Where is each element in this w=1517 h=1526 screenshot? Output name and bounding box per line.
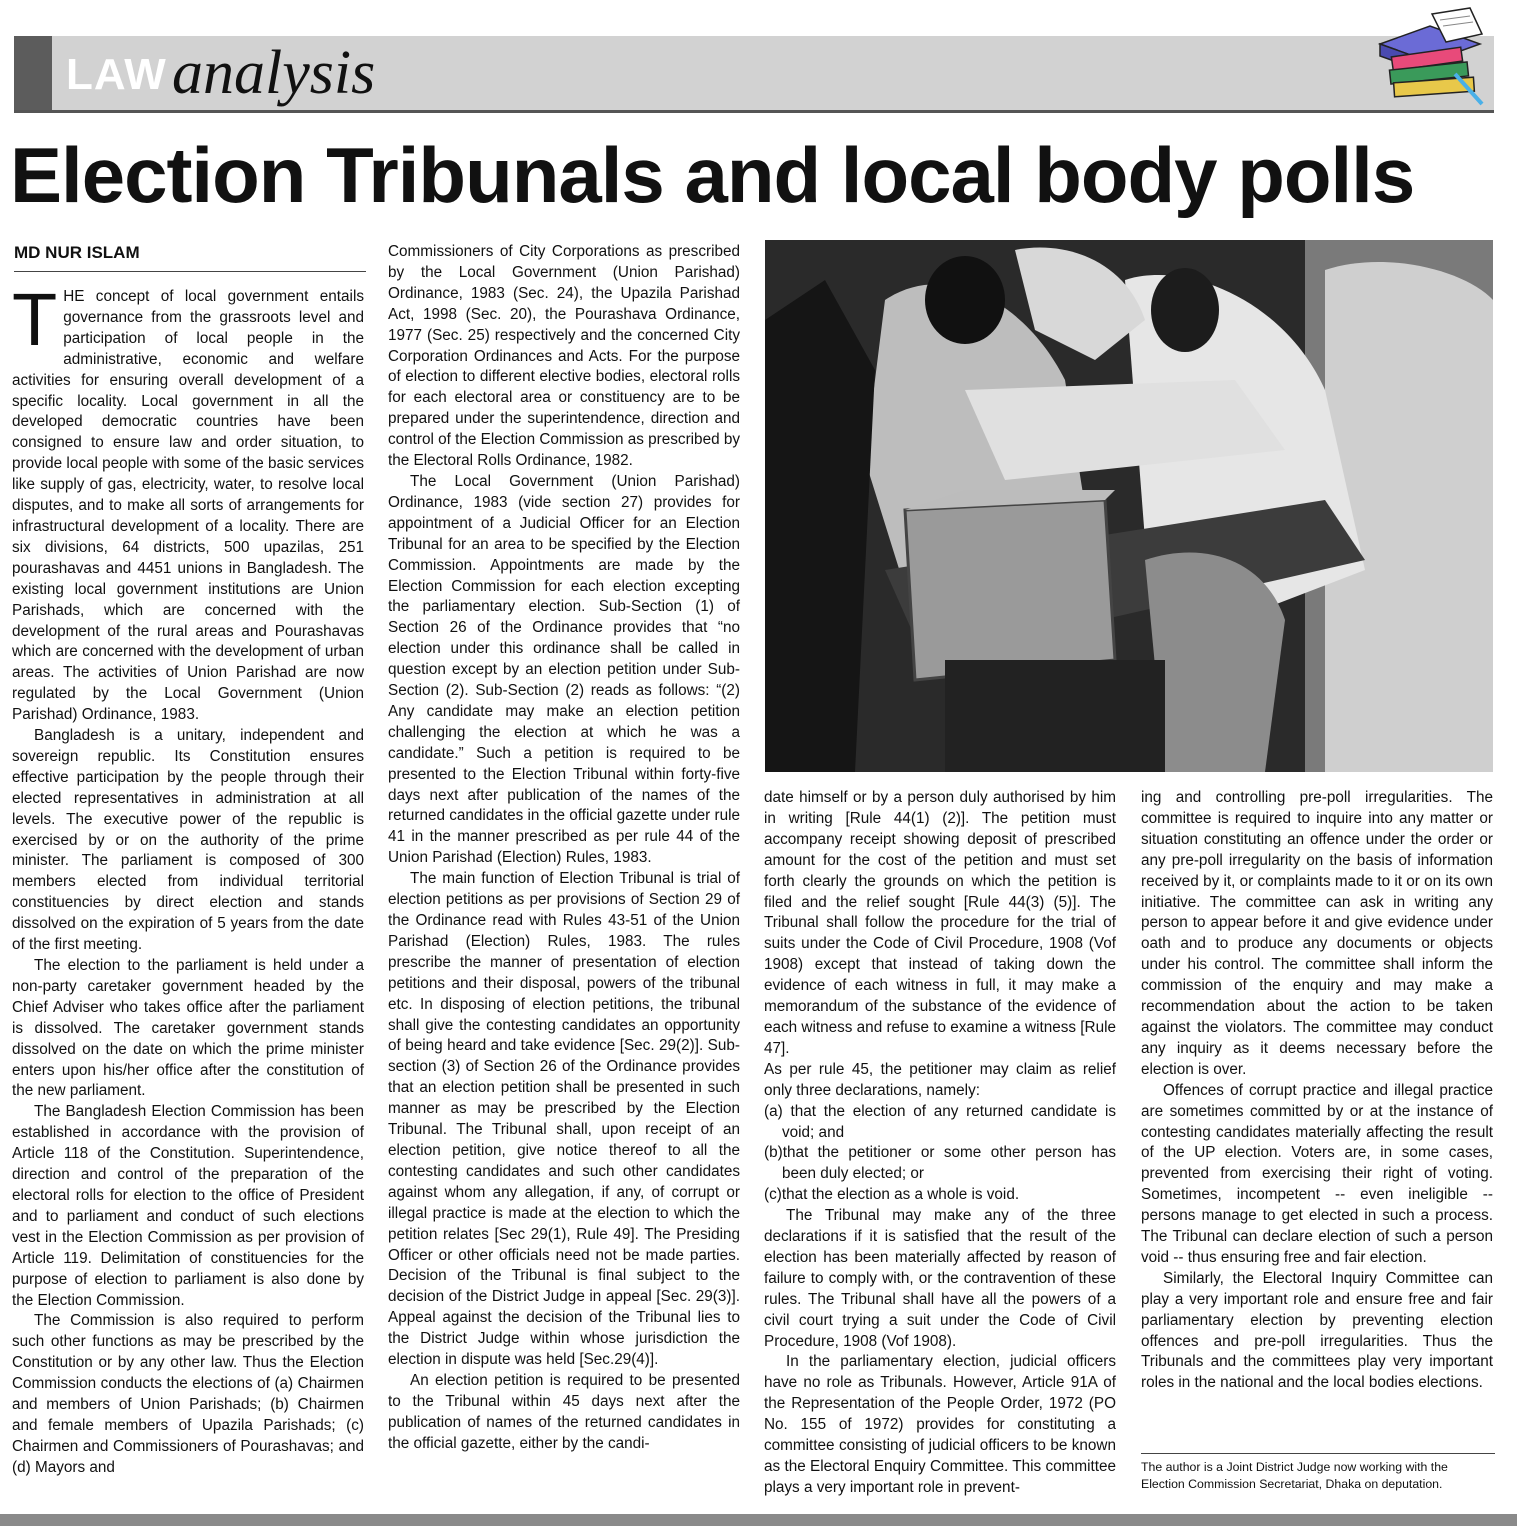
drop-cap: T [12, 278, 58, 361]
section-banner [14, 36, 1494, 110]
section-law-label: LAW [66, 50, 167, 99]
polling-photo [765, 240, 1493, 772]
banner-accent [14, 36, 52, 110]
column-4 [1141, 788, 1493, 1394]
paragraph [12, 278, 365, 726]
list-marker: (c) [764, 1186, 782, 1204]
column-1 [12, 278, 365, 1479]
books-logo-icon [1370, 4, 1490, 109]
banner-rule [14, 110, 1494, 113]
paragraph: Bangladesh is a unitary, independent and sovereign republic. Its Constitution ensures effective participation by the people through their elected representatives in administration at all levels. The executive power of the republic is exercised by or on the authority of the prime minister. The parliament is composed of 300 members elected from individual territorial constituencies by direct election and stands dissolved on the expiration of 5 years from the date of the first meeting. [12, 727, 364, 954]
section-analysis-label: analysis [172, 39, 376, 107]
paragraph: The Bangladesh Election Commission has been established in accordance with the provision of Article 118 of the Constitution. Superintendence, direction and control of the preparation of the electoral rolls for election to the office of President and to parliament and conduct of such elections vest in the Election Commission as per provision of Article 119. Delimitation of constituencies for the purpose of election to parliament is also done by the Election Commission. [12, 1103, 364, 1309]
list-item [764, 1102, 1116, 1144]
paragraph: The Commission is also required to perform such other functions as may be prescribed by the Constitution or by any other law. Thus the Election Commission conducts the elections of (a) Chairmen and members of Union Parishads; (b) Chairmen and female members of Upazila Parishads; (c) Chairmen and Commissioners of Pourashavas; and (d) Mayors and [12, 1312, 364, 1476]
bottom-bar [0, 1514, 1517, 1526]
paragraph: As per rule 45, the petitioner may claim as relief only three declarations, namely: [764, 1060, 1116, 1099]
footnote-rule [1141, 1453, 1495, 1454]
paragraph: In the parliamentary election, judicial officers have no role as Tribunals. However, Article 91A of the Representation of the People Order, 1972 (PO No. 155 of 1972) provides for constituting a committee consisting of judicial officers to be known as the Electoral Enquiry Committee. This committee plays a very important role in prevent- [764, 1353, 1116, 1496]
paragraph: date himself or by a person duly authorised by him in writing [Rule 44(1) (2)]. The petition must accompany receipt showing deposit of prescribed amount for the cost of the petition and must set forth clearly the grounds on which the petition is filed and the relief sought [Rule 44(3) (5)]. The Tribunal shall follow the procedure for the trial of suits under the Code of Civil Procedure, 1908 (Vof 1908) except that instead of taking down the evidence of each witness in full, it may make a memorandum of the substance of the evidence of each witness and refuse to examine a witness [Rule 47]. [764, 789, 1117, 1057]
list-item [764, 1143, 1116, 1185]
paragraph: The Tribunal may make any of the three declarations if it is satisfied that the result of the election has been materially affected by reason of failure to comply with, or the contravention of these rules. The Tribunal shall have all the powers of a civil court trying a suit under the Code of Civil Procedure, 1908 (Vof 1908). [764, 1207, 1116, 1350]
list-item [764, 1185, 1116, 1206]
paragraph: An election petition is required to be presented to the Tribunal within 45 days next after the publication of names of the returned candidates in the official gazette, either by the candi- [388, 1371, 740, 1452]
paragraph: The Local Government (Union Parishad) Ordinance, 1983 (vide section 27) provides for appointment of a Judicial Officer for an Election Tribunal for an area to be specified by the Election Commission. Appointments are made by the Election Commission for each election excepting the parliamentary election. Sub-Section (1) of Section 26 of the Ordinance provides that “no election under this ordinance shall be called in question except by an election petition under Sub-Section (2). Sub-Section (2) reads as follows: “(2) Any candidate may make an election petition challenging the election at which he was a candidate.” Such a petition is required to be presented to the Election Tribunal within forty-five days next after publication of the names of the returned candidates in the official gazette under rule 41 in the manner prescribed as per rule 44 of the Union Parishad (Election) Rules, 1983. [388, 472, 740, 867]
column-3 [764, 788, 1116, 1499]
paragraph: Similarly, the Electoral Inquiry Committee can play a very important role and ensure free and fair parliamentary election by preventing election offences and pre-poll irregularities. Thus the Tribunals and the committees play very important roles in the national and the local bodies elections. [1141, 1269, 1493, 1392]
paragraph-text: HE concept of local government entails governance from the grassroots level and participation of local people in the administrative, economic and welfare activities for ensuring overall development of a specific locality. Local government in all the developed democratic countries have been consigned to ensure law and order situation, to provide local people with some of the basic services like supply of gas, electricity, water, to resolve local disputes, and to make all sorts of arrangements for infrastructural development of a locality. There are six divisions, 64 districts, 500 upazilas, 251 pourashavas and 4451 unions in Bangladesh. The existing local government institutions are Union Parishads, which are concerned with the development of the rural areas and Pourashavas which are concerned with the development of urban areas. The activities of Union Parishad are now regulated by the Local Government (Union Parishad) Ordinance, 1983. [12, 288, 365, 724]
headline: Election Tribunals and local body polls [10, 131, 1415, 219]
paragraph: Offences of corrupt practice and illegal practice are sometimes committed by or at the instance of contesting candidates materially affecting the result of the UP election. Voters are, in some cases, prevented from exercising their right of voting. Sometimes, incompetent -- even ineligible -- persons manage to get elected in such a process. The Tribunal can declare election of such a person void -- thus ensuring free and fair election. [1141, 1081, 1493, 1266]
paragraph: ing and controlling pre-poll irregularities. The committee is required to inquire into any matter or situation constituting an offence under the order or any pre-poll irregularity on the basis of information received by it, or complaints made to it or on its own initiative. The committee can ask in writing any person to appear before it and give evidence under oath and to produce any documents or objects under his control. The committee shall inform the commission of the enquiry and may make a recommendation about the action to be taken against the violators. The committee may conduct any inquiry as it deems necessary before the election is over. [1141, 789, 1493, 1078]
byline-rule [14, 271, 366, 272]
list-item-text: that the petitioner or some other person has been duly elected; or [782, 1144, 1116, 1183]
paragraph: Commissioners of City Corporations as prescribed by the Local Government (Union Parishad) Ordinance, 1983 (Sec. 24), the Upazila Parishad Act, 1998 (Sec. 20), the Pourashava Ordinance, 1977 (Sec. 25) respectively and the concerned City Corporation Ordinances and Acts. For the purpose of election to different elective bodies, electoral rolls for each electoral area or constituency are to be prepared under the superintendence, direction and control of the Election Commission as prescribed by the Electoral Rolls Ordinance, 1982. [388, 243, 740, 470]
list-marker: (a) [764, 1102, 783, 1120]
list-item-text: that the election as a whole is void. [781, 1186, 1020, 1204]
paragraph: The main function of Election Tribunal is trial of election petitions as per provisions of Section 29 of the Ordinance read with Rules 43-51 of the Union Parishad (Election) Rules, 1983. The rules prescribe the manner of presentation of election petitions and their disposal, powers of the tribunal etc. In disposing of election petitions, the tribunal shall give the contesting candidates an opportunity of being heard and take evidence [Sec. 29(2)]. Sub-section (3) of Section 26 of the Ordinance provides that an election petition shall be presented in such manner as may be prescribed by the Election Tribunal. The Tribunal shall, upon receipt of an election petition, give notice thereof to all the contesting candidates and such other candidates against whom any allegation, if any, of corrupt or illegal practice is made at the election to which the petition relates [Sec 29(1), Rule 49]. The Presiding Officer or other officials need not be made parties. Decision of the Tribunal is final subject to the decision of the District Judge in appeal [Sec. 29(3)]. Appeal against the decision of the Tribunal lies to the District Judge within whose jurisdiction the election in dispute was held [Sec.29(4)]. [388, 870, 740, 1369]
list-marker: (b) [764, 1144, 783, 1162]
author-footnote: The author is a Joint District Judge now working with the Election Commission Secretariat, Dhaka on deputation. [1141, 1460, 1448, 1491]
paragraph: The election to the parliament is held under a non-party caretaker government headed by the Chief Adviser who takes office after the parliament is dissolved. The caretaker government stands dissolved on the date on which the prime minister enters upon his/her office after the constitution of the new parliament. [12, 957, 364, 1100]
list-item-text: that the election of any returned candidate is void; and [782, 1102, 1116, 1141]
byline: MD NUR ISLAM [14, 243, 140, 262]
column-2 [388, 242, 740, 1455]
